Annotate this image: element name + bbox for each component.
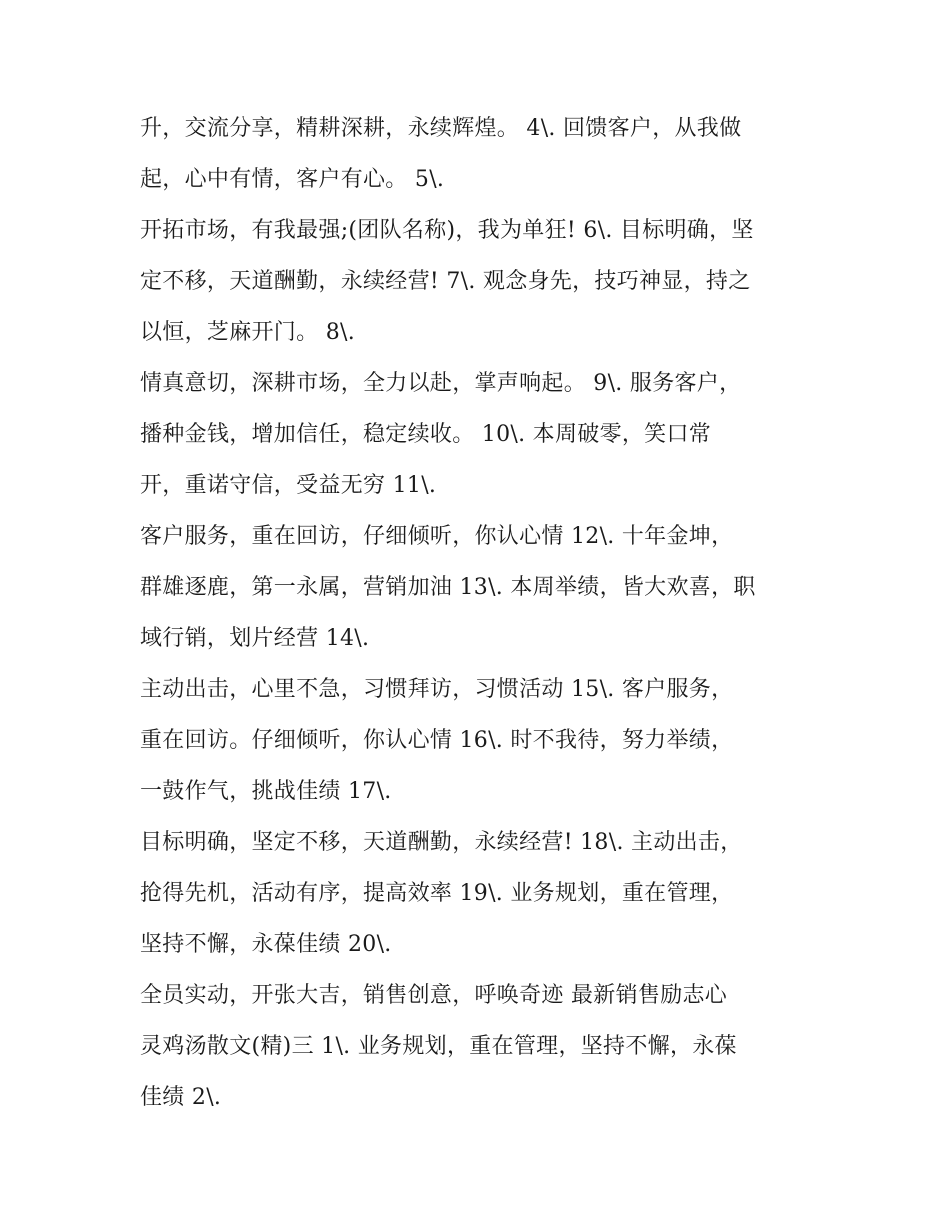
- text-line: 重在回访。仔细倾听，你认心情 16\. 时不我待，努力举绩，: [140, 728, 734, 753]
- text-line: 佳绩 2\.: [140, 1085, 222, 1110]
- text-line: 起，心中有情，客户有心。 5\.: [140, 167, 445, 192]
- text-line: 主动出击，心里不急，习惯拜访，习惯活动 15\. 客户服务，: [140, 677, 734, 702]
- text-line: 域行销，划片经营 14\.: [140, 626, 370, 651]
- text-line: 升，交流分享，精耕深耕，永续辉煌。 4\. 回馈客户，从我做: [140, 116, 742, 141]
- text-line: 坚持不懈，永葆佳绩 20\.: [140, 932, 392, 957]
- text-line: 全员实动，开张大吉，销售创意，呼唤奇迹 最新销售励志心: [140, 983, 728, 1008]
- text-line: 群雄逐鹿，第一永属，营销加油 13\. 本周举绩，皆大欢喜，职: [140, 575, 756, 600]
- text-line: 灵鸡汤散文(精)三 1\. 业务规划，重在管理，坚持不懈，永葆: [140, 1034, 737, 1059]
- text-line: 抢得先机，活动有序，提高效率 19\. 业务规划，重在管理，: [140, 881, 734, 906]
- text-line: 一鼓作气，挑战佳绩 17\.: [140, 779, 392, 804]
- text-line: 情真意切，深耕市场，全力以赴，掌声响起。 9\. 服务客户，: [140, 371, 742, 396]
- text-line: 播种金钱，增加信任，稳定续收。 10\. 本周破零，笑口常: [140, 422, 712, 447]
- text-line: 以恒，芝麻开门。 8\.: [140, 320, 355, 345]
- body-text: [140, 103, 820, 1123]
- text-line: 目标明确，坚定不移，天道酬勤，永续经营! 18\. 主动出击，: [140, 830, 743, 855]
- text-line: 开，重诺守信，受益无穷 11\.: [140, 473, 437, 498]
- text-line: 开拓市场，有我最强;(团队名称)，我为单狂! 6\. 目标明确，坚: [140, 218, 754, 243]
- text-line: 客户服务，重在回访，仔细倾听，你认心情 12\. 十年金坤，: [140, 524, 734, 549]
- text-line: 定不移，天道酬勤，永续经营! 7\. 观念身先，技巧神显，持之: [140, 269, 751, 294]
